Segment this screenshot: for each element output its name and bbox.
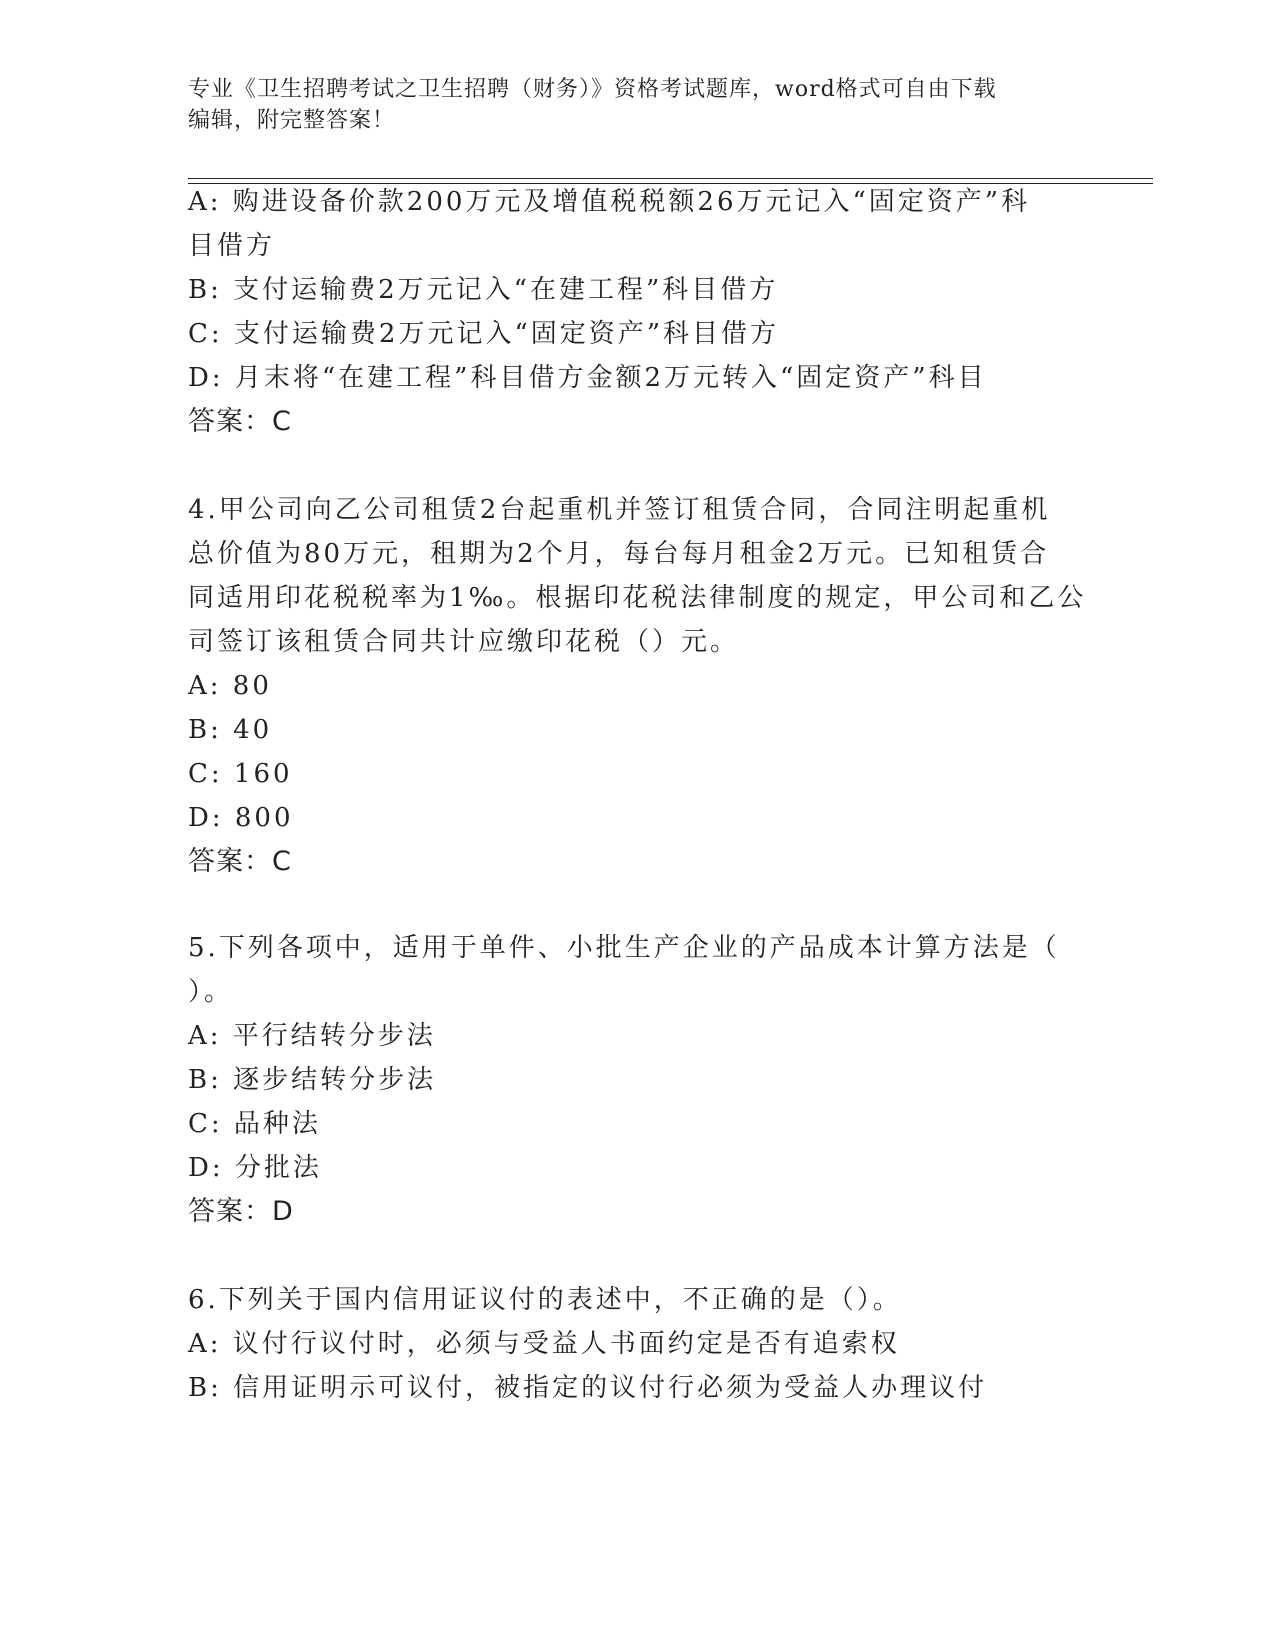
q3-option-d: D: 月末将“在建工程”科目借方金额2万元转入“固定资产”科目 bbox=[188, 363, 987, 393]
q3-option-c: C: 支付运输费2万元记入“固定资产”科目借方 bbox=[188, 319, 780, 349]
q6-option-a: A: 议付行议付时，必须与受益人书面约定是否有追索权 bbox=[188, 1329, 900, 1359]
q4-option-c: C: 160 bbox=[188, 759, 293, 789]
q6-option-b: B: 信用证明示可议付，被指定的议付行必须为受益人办理议付 bbox=[188, 1373, 988, 1403]
q4-stem-line-4: 司签订该租赁合同共计应缴印花税（）元。 bbox=[188, 627, 740, 657]
q3-option-b: B: 支付运输费2万元记入“在建工程”科目借方 bbox=[188, 275, 779, 305]
q5-stem-line-1: 5.下列各项中，适用于单件、小批生产企业的产品成本计算方法是（ bbox=[188, 933, 1060, 963]
header-divider-top bbox=[188, 178, 1153, 179]
q5-option-d: D: 分批法 bbox=[188, 1153, 322, 1183]
q4-option-d: D: 800 bbox=[188, 803, 294, 833]
header-divider-bottom bbox=[188, 183, 1153, 184]
q5-option-a: A: 平行结转分步法 bbox=[188, 1021, 436, 1051]
q5-stem-line-2: ）。 bbox=[188, 977, 234, 1007]
header-line-1: 专业《卫生招聘考试之卫生招聘（财务）》资格考试题库，word格式可自由下载 bbox=[188, 77, 997, 102]
q3-option-a-line-1: A: 购进设备价款200万元及增值税税额26万元记入“固定资产”科 bbox=[188, 187, 1031, 217]
header-line-2: 编辑，附完整答案！ bbox=[188, 108, 396, 133]
q3-option-a-line-2: 目借方 bbox=[188, 231, 276, 261]
q5-option-c: C: 品种法 bbox=[188, 1109, 321, 1139]
q4-option-b: B: 40 bbox=[188, 715, 273, 745]
q6-stem-line-1: 6.下列关于国内信用证议付的表述中，不正确的是（）。 bbox=[188, 1285, 902, 1315]
q4-stem-line-3: 同适用印花税税率为1‰。根据印花税法律制度的规定，甲公司和乙公 bbox=[188, 583, 1087, 613]
q3-answer: 答案：C bbox=[188, 406, 292, 437]
q4-stem-line-1: 4.甲公司向乙公司租赁2台起重机并签订租赁合同，合同注明起重机 bbox=[188, 495, 1051, 525]
q4-option-a: A: 80 bbox=[188, 671, 272, 701]
q5-answer: 答案：D bbox=[188, 1196, 294, 1227]
document-header bbox=[188, 74, 1068, 136]
q4-stem-line-2: 总价值为80万元，租期为2个月，每台每月租金2万元。已知租赁合 bbox=[188, 539, 1050, 569]
q4-answer: 答案：C bbox=[188, 846, 292, 877]
q5-option-b: B: 逐步结转分步法 bbox=[188, 1065, 437, 1095]
